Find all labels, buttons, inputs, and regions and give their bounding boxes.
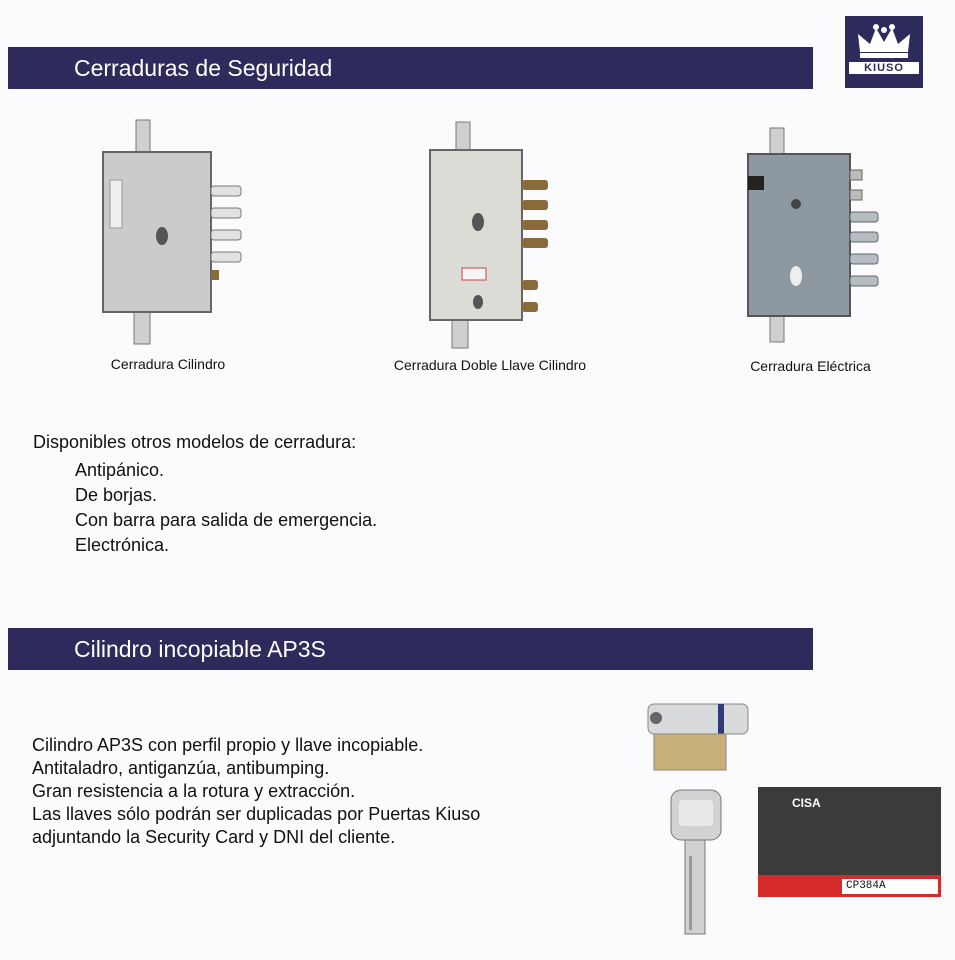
cylinder-description [32, 734, 632, 849]
other-models-list [75, 458, 377, 558]
cylinder-image [644, 696, 754, 778]
list-item: Con barra para salida de emergencia. [75, 510, 378, 530]
lock-image-doble-llave [426, 120, 556, 352]
section-title-cerraduras: Cerraduras de Seguridad [8, 47, 813, 89]
card-brand: CISA [792, 796, 821, 810]
section-title-cilindro: Cilindro incopiable AP3S [8, 628, 813, 670]
desc-line: Cilindro AP3S con perfil propio y llave incopiable. [32, 735, 424, 755]
crown-icon [854, 22, 914, 60]
desc-line: Gran resistencia a la rotura y extracción. [32, 781, 356, 801]
lock-caption-cilindro: Cerradura Cilindro [110, 356, 226, 372]
security-card [758, 787, 941, 897]
other-models-heading: Disponibles otros modelos de cerradura: [33, 432, 357, 452]
kiuso-logo [845, 16, 923, 88]
desc-line: adjuntando la Security Card y DNI del cliente. [32, 827, 396, 847]
logo-text: KIUSO [849, 62, 919, 74]
list-item: De borjas. [75, 485, 158, 505]
list-item: Antipánico. [75, 460, 165, 480]
lock-caption-doble-llave: Cerradura Doble Llave Cilindro [393, 357, 587, 373]
lock-caption-electrica: Cerradura Eléctrica [750, 358, 871, 374]
key-image [665, 786, 727, 938]
lock-image-electrica [744, 126, 880, 344]
list-item: Electrónica. [75, 535, 170, 555]
desc-line: Las llaves sólo podrán ser duplicadas por Puertas Kiuso [32, 804, 481, 824]
desc-line: Antitaladro, antiganzúa, antibumping. [32, 758, 330, 778]
card-code: CP384A [842, 879, 938, 894]
lock-image-cilindro [98, 118, 248, 348]
